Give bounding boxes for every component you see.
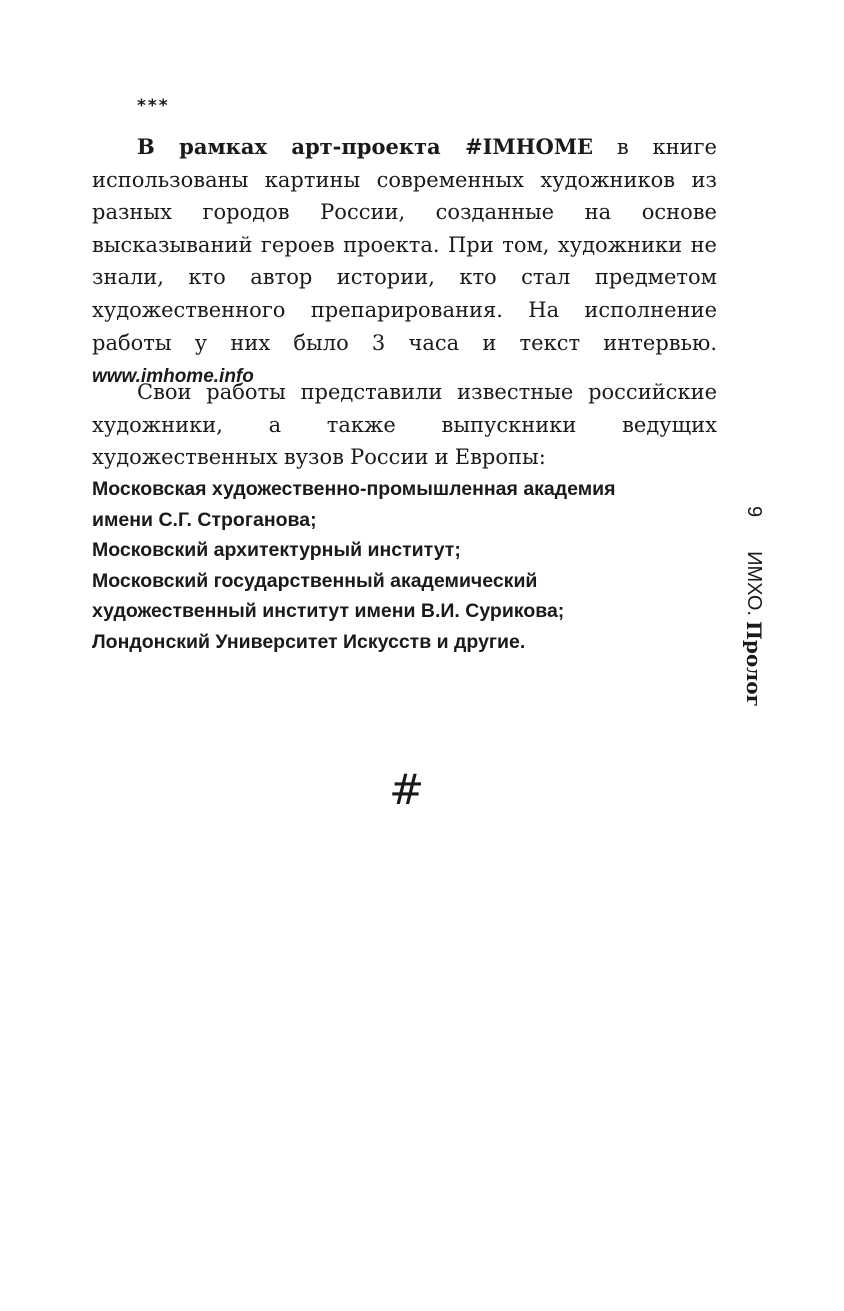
artists-text: Свои работы представили известные российские художники, а также выпускники ведущих художественных вузов России и Европы: [92, 380, 717, 470]
page-number: 9 [743, 506, 765, 518]
institution-line: имени С.Г. Строганова; [92, 508, 317, 531]
chapter-title: Пролог [742, 620, 766, 707]
institution-line: Лондонский Университет Искусств и другие. [92, 630, 526, 653]
art-project-text: в книге использованы картины современных художников из разных городов России, созданные на основе высказываний героев проекта. При том, художники не знали, кто автор истории, кто стал предметом художественного препарирования. На исполнение работы у них было 3 часа и текст интервью. [92, 135, 717, 355]
paragraph-art-project [92, 131, 717, 394]
institution-line: художественный институт имени В.И. Сурикова; [92, 600, 565, 622]
running-head [741, 506, 767, 707]
imhome-link[interactable]: www.imhome.info [92, 366, 254, 388]
hash-symbol: # [389, 765, 425, 814]
art-project-lead: В рамках арт-проекта #IMHOME [137, 134, 594, 159]
institutions-list [92, 474, 732, 657]
institution-line: Московский государственный академический [92, 569, 538, 592]
institution-line: Московская художественно-промышленная академия [92, 478, 616, 500]
institution-line: Московский архитектурный институт; [92, 539, 461, 561]
paragraph-artists [92, 376, 717, 474]
section-separator: *** [137, 96, 170, 116]
series-title: ИМХО. [743, 551, 765, 616]
